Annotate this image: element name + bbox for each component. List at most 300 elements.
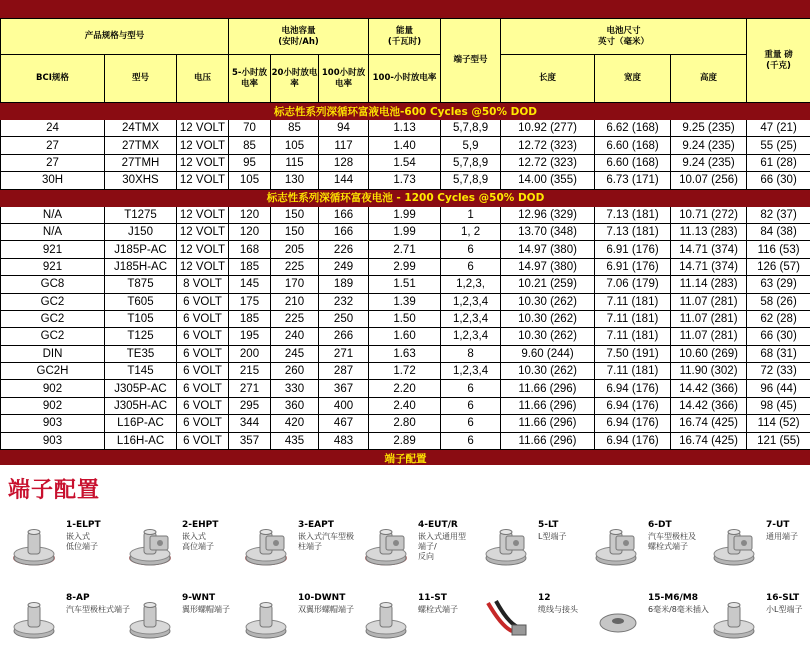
cell-energy100: 2.71 <box>369 241 441 258</box>
cell-model: L16H-AC <box>105 432 177 449</box>
header-energy: 能量 (千瓦时) <box>369 19 441 55</box>
terminal-code: 7-UT <box>766 520 790 530</box>
terminal-description: 嵌入式通用型 端子/ 反向 <box>418 532 466 561</box>
cell-energy100: 1.39 <box>369 293 441 310</box>
cell-terminal: 1,2,3,4 <box>441 363 501 380</box>
cell-energy100: 1.73 <box>369 172 441 189</box>
cell-weight: 121 (55) <box>747 432 810 449</box>
cell-height: 10.60 (269) <box>671 345 747 362</box>
terminal-config-title: 端子配置 <box>8 477 101 503</box>
cell-cap20: 130 <box>271 172 319 189</box>
terminal-code: 16-SLT <box>766 593 800 603</box>
cell-cap100: 467 <box>319 415 369 432</box>
cell-energy100: 2.20 <box>369 380 441 397</box>
cell-cap100: 166 <box>319 223 369 240</box>
cell-model: T125 <box>105 328 177 345</box>
terminal-code: 8-AP <box>66 593 90 603</box>
cell-cap5: 185 <box>229 310 271 327</box>
cell-model: J305H-AC <box>105 397 177 414</box>
cell-weight: 55 (25) <box>747 137 810 154</box>
cell-height: 9.24 (235) <box>671 154 747 171</box>
cell-energy100: 2.99 <box>369 258 441 275</box>
table-row <box>1 380 810 397</box>
cell-weight: 114 (52) <box>747 415 810 432</box>
dwnt-terminal-icon <box>242 597 294 641</box>
cell-cap20: 225 <box>271 258 319 275</box>
cell-cap5: 85 <box>229 137 271 154</box>
cell-energy100: 1.63 <box>369 345 441 362</box>
cell-model: 24TMX <box>105 120 177 137</box>
cell-weight: 84 (38) <box>747 223 810 240</box>
cell-length: 11.66 (296) <box>501 380 595 397</box>
cell-energy100: 1.51 <box>369 276 441 293</box>
terminal-description: 嵌入式 低位端子 <box>66 532 98 551</box>
cell-length: 10.30 (262) <box>501 328 595 345</box>
terminal-config-banner <box>1 450 810 467</box>
cell-cap20: 435 <box>271 432 319 449</box>
cell-voltage: 6 VOLT <box>177 380 229 397</box>
cell-weight: 66 (30) <box>747 172 810 189</box>
terminal-item <box>362 593 480 653</box>
section-title: 标志性系列深循环富液电池-600 Cycles @50% DOD <box>1 103 810 120</box>
cell-voltage: 12 VOLT <box>177 223 229 240</box>
cell-width: 7.11 (181) <box>595 328 671 345</box>
terminal-code: 9-WNT <box>182 593 216 603</box>
slt-terminal-icon <box>710 597 762 641</box>
cell-voltage: 6 VOLT <box>177 345 229 362</box>
cell-height: 14.71 (374) <box>671 258 747 275</box>
cell-energy100: 2.40 <box>369 397 441 414</box>
terminal-item <box>482 520 600 580</box>
cell-cap100: 287 <box>319 363 369 380</box>
cell-model: T875 <box>105 276 177 293</box>
cell-voltage: 6 VOLT <box>177 432 229 449</box>
cell-weight: 126 (57) <box>747 258 810 275</box>
cell-cap5: 271 <box>229 380 271 397</box>
cell-terminal: 5,9 <box>441 137 501 154</box>
cell-voltage: 12 VOLT <box>177 154 229 171</box>
cell-terminal: 6 <box>441 432 501 449</box>
cell-cap20: 225 <box>271 310 319 327</box>
cell-cap20: 115 <box>271 154 319 171</box>
cell-height: 16.74 (425) <box>671 432 747 449</box>
cell-length: 10.30 (262) <box>501 310 595 327</box>
cell-cap100: 232 <box>319 293 369 310</box>
cell-model: T1275 <box>105 206 177 223</box>
cell-weight: 58 (26) <box>747 293 810 310</box>
terminal-item <box>10 593 128 653</box>
table-row <box>1 432 810 449</box>
table-row <box>1 293 810 310</box>
cell-bci: GC8 <box>1 276 105 293</box>
cell-cap20: 330 <box>271 380 319 397</box>
header-weight: 重量 磅 (千克) <box>747 19 810 103</box>
cell-voltage: 6 VOLT <box>177 415 229 432</box>
header-voltage: 电压 <box>177 55 229 103</box>
cell-model: 30XHS <box>105 172 177 189</box>
terminal-config-label: 端子配置 <box>1 450 810 467</box>
table-row <box>1 328 810 345</box>
cell-weight: 72 (33) <box>747 363 810 380</box>
cell-width: 7.06 (179) <box>595 276 671 293</box>
cell-cap5: 120 <box>229 223 271 240</box>
cell-bci: N/A <box>1 206 105 223</box>
cell-energy100: 1.60 <box>369 328 441 345</box>
cell-height: 11.14 (283) <box>671 276 747 293</box>
top-banner <box>0 0 810 18</box>
cell-model: J305P-AC <box>105 380 177 397</box>
cell-length: 13.70 (348) <box>501 223 595 240</box>
cell-voltage: 12 VOLT <box>177 120 229 137</box>
cell-terminal: 6 <box>441 415 501 432</box>
cell-bci: 921 <box>1 258 105 275</box>
cell-cap20: 240 <box>271 328 319 345</box>
cell-length: 9.60 (244) <box>501 345 595 362</box>
ehpt-terminal-icon <box>126 524 178 568</box>
terminal-item <box>362 520 480 580</box>
cell-bci: 902 <box>1 397 105 414</box>
cell-voltage: 6 VOLT <box>177 397 229 414</box>
header-length: 长度 <box>501 55 595 103</box>
terminal-item <box>710 520 810 580</box>
cell-cap20: 85 <box>271 120 319 137</box>
cell-cap20: 210 <box>271 293 319 310</box>
cell-length: 11.66 (296) <box>501 397 595 414</box>
section-header-row <box>1 189 810 206</box>
cell-length: 14.97 (380) <box>501 241 595 258</box>
cell-voltage: 12 VOLT <box>177 172 229 189</box>
cell-bci: GC2 <box>1 328 105 345</box>
cell-height: 10.71 (272) <box>671 206 747 223</box>
cell-voltage: 6 VOLT <box>177 363 229 380</box>
terminal-code: 4-EUT/R <box>418 520 458 530</box>
cell-terminal: 1,2,3,4 <box>441 328 501 345</box>
terminal-description: L型端子 <box>538 532 567 541</box>
cell-energy100: 1.40 <box>369 137 441 154</box>
cell-energy100: 1.54 <box>369 154 441 171</box>
cell-energy100: 1.13 <box>369 120 441 137</box>
table-row <box>1 415 810 432</box>
cell-width: 6.94 (176) <box>595 380 671 397</box>
cell-cap100: 400 <box>319 397 369 414</box>
cell-cap5: 145 <box>229 276 271 293</box>
terminal-code: 2-EHPT <box>182 520 219 530</box>
cell-cap20: 260 <box>271 363 319 380</box>
cell-bci: 902 <box>1 380 105 397</box>
cell-height: 11.07 (281) <box>671 293 747 310</box>
cell-weight: 61 (28) <box>747 154 810 171</box>
cell-cap20: 150 <box>271 206 319 223</box>
cell-voltage: 12 VOLT <box>177 241 229 258</box>
cell-cap5: 168 <box>229 241 271 258</box>
cell-height: 11.07 (281) <box>671 310 747 327</box>
cell-energy100: 1.50 <box>369 310 441 327</box>
cell-height: 9.25 (235) <box>671 120 747 137</box>
header-capacity: 电池容量 (安时/Ah) <box>229 19 369 55</box>
cell-cap5: 185 <box>229 258 271 275</box>
cell-weight: 66 (30) <box>747 328 810 345</box>
cell-length: 10.21 (259) <box>501 276 595 293</box>
lt-terminal-icon <box>482 524 534 568</box>
cell-cap20: 150 <box>271 223 319 240</box>
cell-cap5: 175 <box>229 293 271 310</box>
cell-cap20: 245 <box>271 345 319 362</box>
cell-energy100: 1.99 <box>369 223 441 240</box>
table-row <box>1 120 810 137</box>
cell-terminal: 1, 2 <box>441 223 501 240</box>
terminal-description: 汽车型极柱式端子 <box>66 605 130 614</box>
cell-width: 7.11 (181) <box>595 310 671 327</box>
cell-length: 10.30 (262) <box>501 293 595 310</box>
cell-height: 14.42 (366) <box>671 397 747 414</box>
terminal-item <box>126 593 244 653</box>
cell-model: L16P-AC <box>105 415 177 432</box>
terminal-description: 螺栓式端子 <box>418 605 458 614</box>
cell-width: 6.91 (176) <box>595 241 671 258</box>
cell-width: 6.94 (176) <box>595 432 671 449</box>
cell-bci: GC2 <box>1 310 105 327</box>
cell-cap20: 105 <box>271 137 319 154</box>
cell-width: 6.73 (171) <box>595 172 671 189</box>
header-energy100: 100-小时放电率 <box>369 55 441 103</box>
cell-weight: 62 (28) <box>747 310 810 327</box>
terminal-code: 10-DWNT <box>298 593 346 603</box>
cell-cap100: 117 <box>319 137 369 154</box>
cell-cap5: 95 <box>229 154 271 171</box>
header-cap5: 5-小时放电率 <box>229 55 271 103</box>
st-terminal-icon <box>362 597 414 641</box>
cell-cap100: 266 <box>319 328 369 345</box>
cell-bci: 903 <box>1 432 105 449</box>
table-row <box>1 363 810 380</box>
terminal-description: 汽车型极柱及 螺栓式端子 <box>648 532 696 551</box>
terminal-code: 6-DT <box>648 520 672 530</box>
ut-terminal-icon <box>710 524 762 568</box>
terminal-description: 缆线与接头 <box>538 605 578 614</box>
cell-width: 7.11 (181) <box>595 293 671 310</box>
cell-length: 12.96 (329) <box>501 206 595 223</box>
cell-model: J150 <box>105 223 177 240</box>
cell-length: 14.00 (355) <box>501 172 595 189</box>
cell-width: 6.94 (176) <box>595 415 671 432</box>
cell-bci: 903 <box>1 415 105 432</box>
cell-bci: 27 <box>1 154 105 171</box>
terminal-item <box>710 593 810 653</box>
cell-cap5: 215 <box>229 363 271 380</box>
cell-length: 11.66 (296) <box>501 432 595 449</box>
cell-model: T605 <box>105 293 177 310</box>
table-row <box>1 206 810 223</box>
header-terminal-type: 端子型号 <box>441 19 501 103</box>
cell-energy100: 2.80 <box>369 415 441 432</box>
cable-connector-icon <box>482 597 534 641</box>
header-height: 高度 <box>671 55 747 103</box>
cell-height: 16.74 (425) <box>671 415 747 432</box>
terminal-code: 12 <box>538 593 551 603</box>
cell-weight: 116 (53) <box>747 241 810 258</box>
cell-height: 14.42 (366) <box>671 380 747 397</box>
eut-terminal-icon <box>362 524 414 568</box>
cell-length: 14.97 (380) <box>501 258 595 275</box>
cell-bci: N/A <box>1 223 105 240</box>
cell-terminal: 1 <box>441 206 501 223</box>
cell-voltage: 6 VOLT <box>177 328 229 345</box>
cell-terminal: 8 <box>441 345 501 362</box>
terminal-item <box>242 520 360 580</box>
cell-length: 12.72 (323) <box>501 137 595 154</box>
terminal-code: 5-LT <box>538 520 559 530</box>
cell-model: 27TMX <box>105 137 177 154</box>
cell-cap5: 200 <box>229 345 271 362</box>
terminal-description: 6毫米/8毫米插入 <box>648 605 709 614</box>
cell-bci: GC2 <box>1 293 105 310</box>
cell-height: 11.13 (283) <box>671 223 747 240</box>
terminal-code: 3-EAPT <box>298 520 334 530</box>
cell-terminal: 1,2,3, <box>441 276 501 293</box>
cell-height: 14.71 (374) <box>671 241 747 258</box>
header-width: 宽度 <box>595 55 671 103</box>
cell-model: J185H-AC <box>105 258 177 275</box>
cell-cap5: 105 <box>229 172 271 189</box>
cell-length: 10.92 (277) <box>501 120 595 137</box>
cell-width: 6.60 (168) <box>595 154 671 171</box>
cell-weight: 63 (29) <box>747 276 810 293</box>
section-title: 标志性系列深循环富夜电池 - 1200 Cycles @50% DOD <box>1 189 810 206</box>
table-row <box>1 223 810 240</box>
cell-bci: DIN <box>1 345 105 362</box>
terminal-code: 11-ST <box>418 593 447 603</box>
cell-model: 27TMH <box>105 154 177 171</box>
cell-cap100: 144 <box>319 172 369 189</box>
terminal-description: 双翼形螺帽端子 <box>298 605 354 614</box>
table-row <box>1 310 810 327</box>
header-product-spec: 产品规格与型号 <box>1 19 229 55</box>
cell-bci: 27 <box>1 137 105 154</box>
cell-height: 9.24 (235) <box>671 137 747 154</box>
cell-bci: 30H <box>1 172 105 189</box>
cell-voltage: 8 VOLT <box>177 276 229 293</box>
cell-width: 6.91 (176) <box>595 258 671 275</box>
cell-cap5: 357 <box>229 432 271 449</box>
cell-cap20: 205 <box>271 241 319 258</box>
cell-bci: GC2H <box>1 363 105 380</box>
cell-width: 6.60 (168) <box>595 137 671 154</box>
section-header-row <box>1 103 810 120</box>
terminal-description: 嵌入式 高位端子 <box>182 532 214 551</box>
cell-cap100: 249 <box>319 258 369 275</box>
cell-model: TE35 <box>105 345 177 362</box>
cell-length: 12.72 (323) <box>501 154 595 171</box>
cell-width: 7.13 (181) <box>595 223 671 240</box>
cell-height: 11.90 (302) <box>671 363 747 380</box>
terminal-item <box>126 520 244 580</box>
m6-m8-insert-icon <box>592 597 644 641</box>
header-bci: BCI规格 <box>1 55 105 103</box>
cell-height: 11.07 (281) <box>671 328 747 345</box>
terminal-item <box>242 593 360 653</box>
table-row <box>1 397 810 414</box>
table-row <box>1 172 810 189</box>
cell-cap100: 271 <box>319 345 369 362</box>
cell-cap5: 344 <box>229 415 271 432</box>
header-cap20: 20小时放电率 <box>271 55 319 103</box>
cell-cap100: 166 <box>319 206 369 223</box>
table-row <box>1 241 810 258</box>
terminal-item <box>592 520 710 580</box>
cell-voltage: 12 VOLT <box>177 258 229 275</box>
terminal-code: 15-M6/M8 <box>648 593 698 603</box>
cell-bci: 24 <box>1 120 105 137</box>
cell-energy100: 2.89 <box>369 432 441 449</box>
terminal-description: 嵌入式汽车型极 柱端子 <box>298 532 354 551</box>
dt-terminal-icon <box>592 524 644 568</box>
table-row <box>1 258 810 275</box>
cell-terminal: 5,7,8,9 <box>441 120 501 137</box>
cell-terminal: 6 <box>441 397 501 414</box>
table-row <box>1 345 810 362</box>
cell-terminal: 6 <box>441 258 501 275</box>
cell-width: 7.11 (181) <box>595 363 671 380</box>
wnt-terminal-icon <box>126 597 178 641</box>
cell-cap100: 226 <box>319 241 369 258</box>
terminal-config-panel <box>0 465 810 670</box>
table-row <box>1 276 810 293</box>
cell-model: J185P-AC <box>105 241 177 258</box>
cell-energy100: 1.72 <box>369 363 441 380</box>
cell-cap100: 189 <box>319 276 369 293</box>
cell-width: 7.50 (191) <box>595 345 671 362</box>
eapt-terminal-icon <box>242 524 294 568</box>
cell-cap20: 170 <box>271 276 319 293</box>
cell-weight: 47 (21) <box>747 120 810 137</box>
cell-cap5: 70 <box>229 120 271 137</box>
cell-voltage: 12 VOLT <box>177 206 229 223</box>
cell-terminal: 6 <box>441 241 501 258</box>
header-model: 型号 <box>105 55 177 103</box>
cell-length: 11.66 (296) <box>501 415 595 432</box>
cell-terminal: 1,2,3,4 <box>441 310 501 327</box>
cell-cap5: 295 <box>229 397 271 414</box>
cell-voltage: 12 VOLT <box>177 137 229 154</box>
cell-model: T145 <box>105 363 177 380</box>
cell-bci: 921 <box>1 241 105 258</box>
cell-cap100: 367 <box>319 380 369 397</box>
cell-cap100: 250 <box>319 310 369 327</box>
cell-height: 10.07 (256) <box>671 172 747 189</box>
cell-terminal: 5,7,8,9 <box>441 154 501 171</box>
header-cap100: 100小时放电率 <box>319 55 369 103</box>
cell-weight: 98 (45) <box>747 397 810 414</box>
cell-cap100: 94 <box>319 120 369 137</box>
cell-cap20: 420 <box>271 415 319 432</box>
cell-cap100: 483 <box>319 432 369 449</box>
elpt-terminal-icon <box>10 524 62 568</box>
table-row <box>1 154 810 171</box>
cell-cap20: 360 <box>271 397 319 414</box>
cell-weight: 68 (31) <box>747 345 810 362</box>
cell-cap5: 195 <box>229 328 271 345</box>
terminal-item <box>10 520 128 580</box>
cell-length: 10.30 (262) <box>501 363 595 380</box>
cell-width: 6.94 (176) <box>595 397 671 414</box>
cell-model: T105 <box>105 310 177 327</box>
cell-terminal: 5,7,8,9 <box>441 172 501 189</box>
cell-terminal: 1,2,3,4 <box>441 293 501 310</box>
terminal-description: 翼形螺帽端子 <box>182 605 230 614</box>
cell-width: 7.13 (181) <box>595 206 671 223</box>
terminal-description: 小L型端子 <box>766 605 803 614</box>
terminal-code: 1-ELPT <box>66 520 101 530</box>
